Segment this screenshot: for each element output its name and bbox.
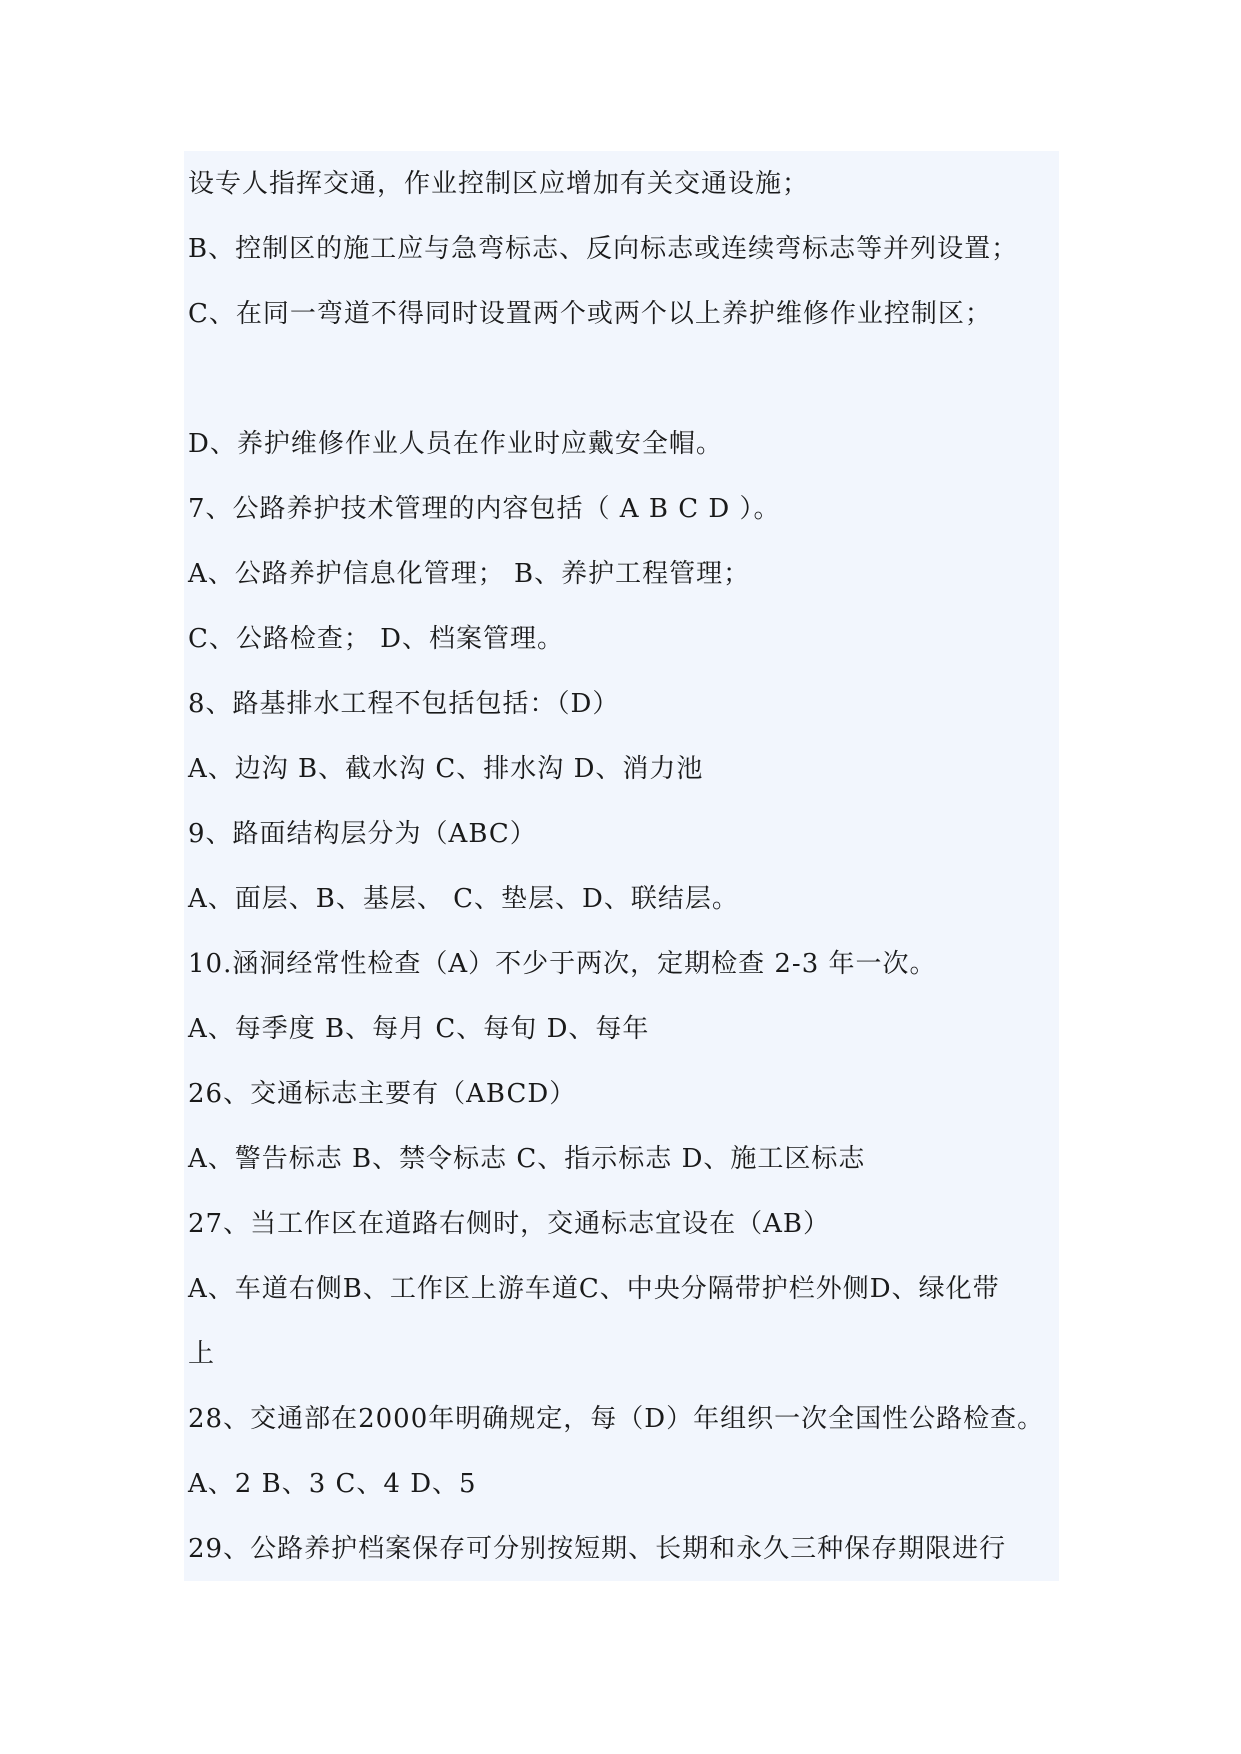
question-28: 28、交通部在2000年明确规定，每（D）年组织一次全国性公路检查。 (188, 1404, 1045, 1434)
question-27: 27、当工作区在道路右侧时，交通标志宜设在（AB） (188, 1209, 830, 1239)
text-line: D、养护维修作业人员在作业时应戴安全帽。 (188, 429, 723, 459)
question-26: 26、交通标志主要有（ABCD） (188, 1079, 577, 1109)
text-line: A、面层、B、基层、 C、垫层、D、联结层。 (188, 884, 739, 914)
question-8: 8、路基排水工程不包括包括：（D） (188, 689, 620, 719)
text-line: C、公路检查； D、档案管理。 (188, 624, 565, 654)
text-line: C、在同一弯道不得同时设置两个或两个以上养护维修作业控制区； (188, 299, 992, 329)
highlighted-text-block (184, 151, 1059, 1581)
text-line: 设专人指挥交通，作业控制区应增加有关交通设施； (188, 169, 810, 199)
text-line: A、2 B、3 C、4 D、5 (188, 1469, 477, 1499)
text-line: A、每季度 B、每月 C、每旬 D、每年 (188, 1014, 650, 1044)
text-line: A、边沟 B、截水沟 C、排水沟 D、消力池 (188, 754, 704, 784)
question-29: 29、公路养护档案保存可分别按短期、长期和永久三种保存期限进行 (188, 1534, 1007, 1564)
text-line: A、警告标志 B、禁令标志 C、指示标志 D、施工区标志 (188, 1144, 866, 1174)
question-10: 10.涵洞经常性检查（A）不少于两次，定期检查 2-3 年一次。 (188, 949, 937, 979)
question-9: 9、路面结构层分为（ABC） (188, 819, 537, 849)
text-line: A、公路养护信息化管理； B、养护工程管理； (188, 559, 751, 589)
text-line: A、车道右侧B、工作区上游车道C、中央分隔带护栏外侧D、绿化带 (188, 1274, 1000, 1304)
text-line: 上 (188, 1339, 216, 1369)
question-7: 7、公路养护技术管理的内容包括（ A B C D ）。 (188, 494, 781, 524)
text-line: B、控制区的施工应与急弯标志、反向标志或连续弯标志等并列设置； (188, 234, 1019, 264)
